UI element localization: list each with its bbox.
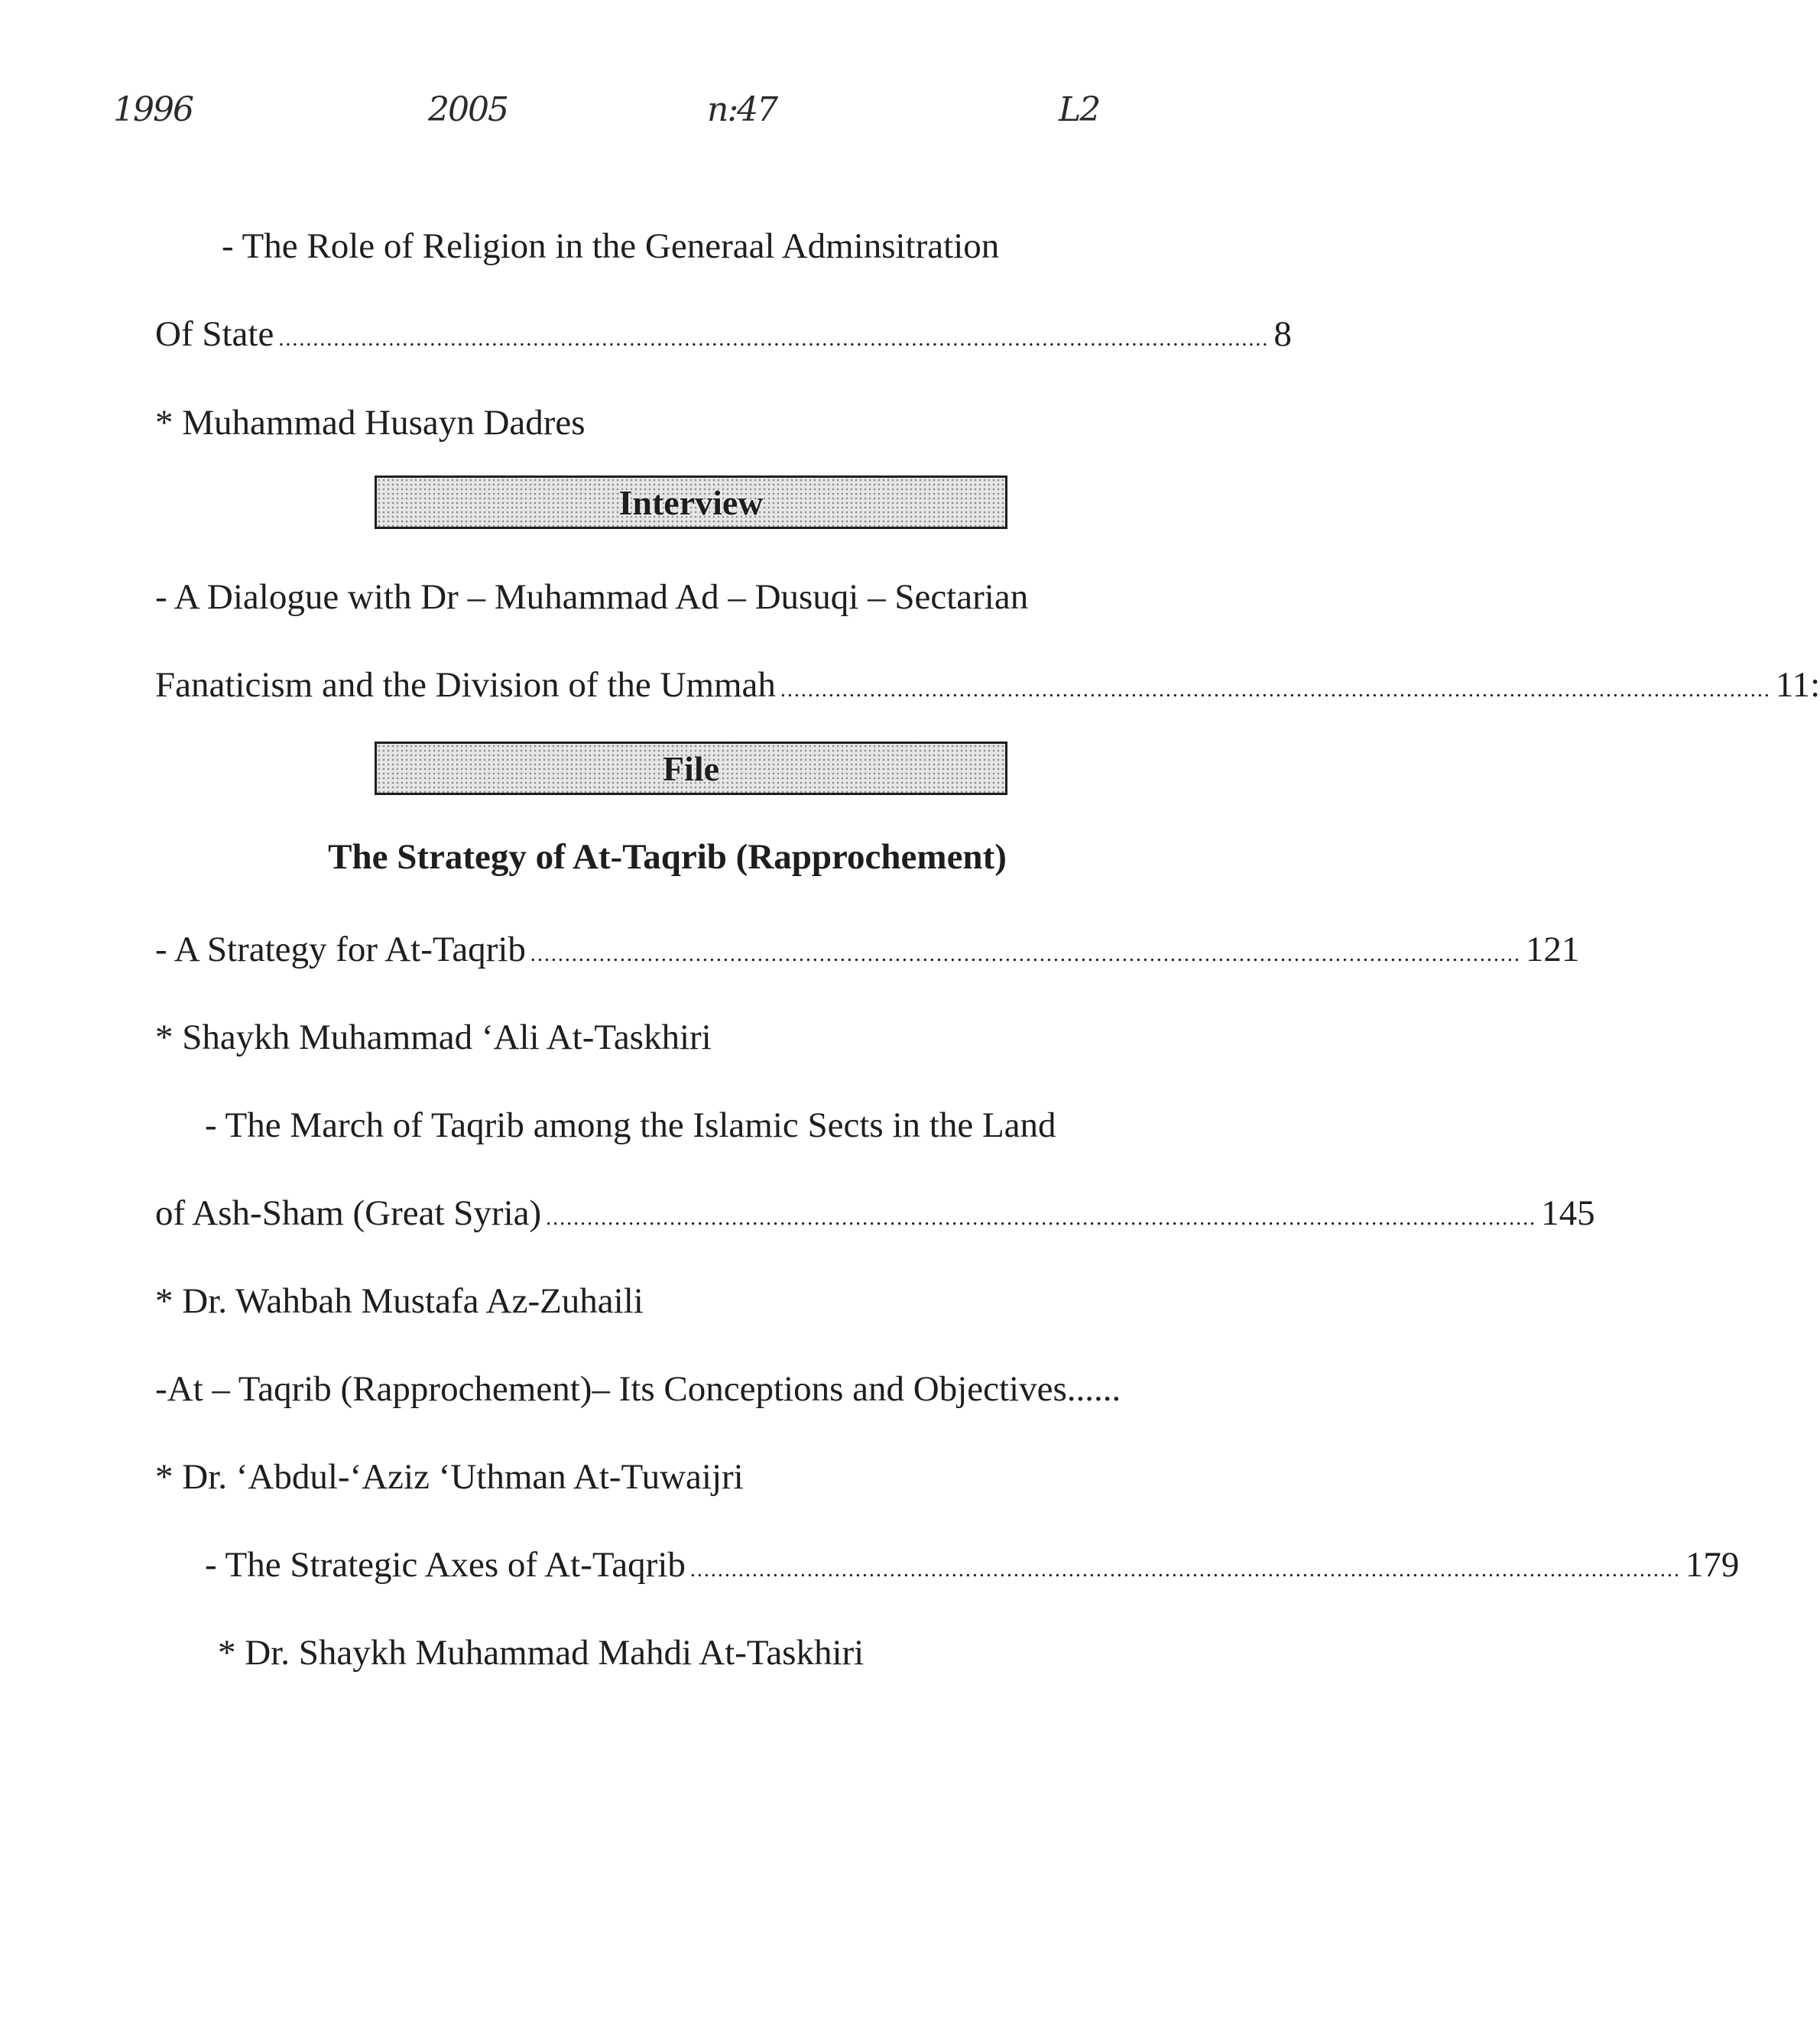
toc-entry-text: Of State bbox=[155, 314, 274, 354]
toc-author-tuwaijri: * Dr. ‘Abdul-‘Aziz ‘Uthman At-Tuwaijri bbox=[155, 1457, 744, 1497]
dot-leader: ................................................................................................................................................ bbox=[278, 327, 1270, 351]
toc-author-zuhaili: * Dr. Wahbah Mustafa Az-Zuhaili bbox=[155, 1281, 644, 1321]
handwritten-mark-issue-number: n:47 bbox=[707, 90, 777, 129]
handwritten-mark-year: 1996 bbox=[113, 90, 193, 129]
section-banner-label: File bbox=[662, 748, 720, 788]
page-number: 145 bbox=[1541, 1193, 1595, 1233]
page-number: 11: bbox=[1775, 665, 1820, 705]
toc-title-dialogue: - A Dialogue with Dr – Muhammad Ad – Dusuqi – Sectarian bbox=[155, 577, 1029, 617]
file-heading: The Strategy of At-Taqrib (Rapprochement) bbox=[328, 837, 1007, 877]
dot-leader: ................................................................................................................................................ bbox=[780, 678, 1771, 702]
toc-entry-ash-sham bbox=[155, 1190, 1595, 1241]
page-number: 8 bbox=[1273, 314, 1292, 354]
toc-entry-text: - The Strategic Axes of At-Taqrib bbox=[205, 1545, 686, 1585]
toc-entry-fanaticism bbox=[155, 662, 1820, 713]
toc-author-mahdi-taskhiri: * Dr. Shaykh Muhammad Mahdi At-Taskhiri bbox=[218, 1633, 865, 1673]
dot-leader: ................................................................................................................................................ bbox=[530, 943, 1521, 966]
toc-author-dadres: * Muhammad Husayn Dadres bbox=[155, 403, 586, 443]
page-number: 179 bbox=[1685, 1545, 1740, 1585]
toc-title-role-of-religion: - The Role of Religion in the Generaal Adminsitration bbox=[222, 226, 1000, 266]
toc-entry-text: of Ash-Sham (Great Syria) bbox=[155, 1193, 542, 1233]
toc-author-taskhiri: * Shaykh Muhammad ‘Ali At-Taskhiri bbox=[155, 1018, 712, 1057]
toc-entry-text: - A Strategy for At-Taqrib bbox=[155, 930, 526, 969]
section-banner-file bbox=[375, 742, 1007, 795]
toc-entry-strategic-axes bbox=[205, 1542, 1740, 1593]
toc-title-conceptions: -At – Taqrib (Rapprochement)– Its Conceptions and Objectives...... bbox=[155, 1369, 1121, 1409]
section-banner-label: Interview bbox=[618, 482, 764, 522]
page-number: 121 bbox=[1525, 930, 1580, 969]
dot-leader: ................................................................................................................................................ bbox=[546, 1206, 1537, 1230]
toc-entry-of-state bbox=[155, 311, 1292, 362]
toc-title-march-of-taqrib: - The March of Taqrib among the Islamic Sects in the Land bbox=[205, 1105, 1056, 1145]
section-banner-interview bbox=[375, 475, 1007, 529]
toc-entry-strategy-for-taqrib bbox=[155, 927, 1580, 978]
handwritten-mark-initials: L2 bbox=[1059, 90, 1100, 129]
dot-leader: ................................................................................................................................................ bbox=[689, 1558, 1681, 1582]
toc-entry-text: Fanaticism and the Division of the Ummah bbox=[155, 665, 776, 705]
handwritten-mark-second-year: 2005 bbox=[428, 90, 508, 129]
